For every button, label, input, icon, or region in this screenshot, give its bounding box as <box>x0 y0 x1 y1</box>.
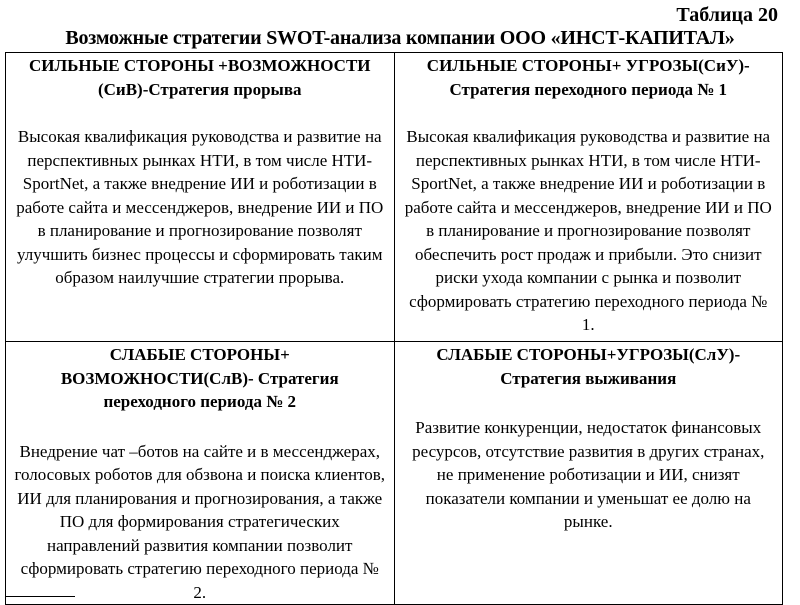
swot-cell-strengths-threats <box>394 53 783 342</box>
cell-title: СИЛЬНЫЕ СТОРОНЫ+ УГРОЗЫ(СиУ)- Стратегия переходного периода № 1 <box>426 56 750 99</box>
table-row <box>6 53 783 342</box>
cell-body: Развитие конкуренции, недостаток финансовых ресурсов, отсутствие развития в других странах, не применение роботизации и ИИ, снизят показатели компании и уменьшат ее долю на рынке. <box>412 418 765 531</box>
cell-body: Высокая квалификация руководства и развитие на перспективных рынках НТИ, в том числе НТИ- SportNet, а также внедрение ИИ и роботизации в работе сайта и мессенджеров, внедрение ИИ и ПО в планирование и прогнозирование позволят улучшить бизнес процессы и сформировать таким образом наилучшие стратегии прорыва. <box>16 127 384 287</box>
cell-title: СЛАБЫЕ СТОРОНЫ+ ВОЗМОЖНОСТИ(СлВ)- Стратегия переходного периода № 2 <box>60 345 339 411</box>
footnote-divider <box>5 596 75 597</box>
cell-title: СИЛЬНЫЕ СТОРОНЫ +ВОЗМОЖНОСТИ (СиВ)-Стратегия прорыва <box>28 56 371 99</box>
cell-body: Высокая квалификация руководства и развитие на перспективных рынках НТИ, в том числе НТИ- SportNet, а также внедрение ИИ и роботизации в работе сайта и мессенджеров, внедрение ИИ и ПО в планирование и прогнозирование позволят обеспечить рост продаж и прибыли. Это снизит риски ухода компании с рынка и позволит сформировать стратегию переходного периода № 1. <box>404 127 772 334</box>
swot-cell-weaknesses-opportunities <box>6 342 395 605</box>
swot-table <box>5 52 783 605</box>
cell-body: Внедрение чат –ботов на сайте и в мессенджерах, голосовых роботов для обзвона и поиска клиентов, ИИ для планирования и прогнозирования, а также ПО для формирования стратегических направлений развития компании позволит сформировать стратегию переходного периода № 2. <box>14 441 386 602</box>
cell-title: СЛАБЫЕ СТОРОНЫ+УГРОЗЫ(СлУ)- Стратегия выживания <box>436 345 741 388</box>
swot-cell-strengths-opportunities <box>6 53 395 342</box>
table-caption: Возможные стратегии SWOT-анализа компании ООО «ИНСТ-КАПИТАЛ» <box>65 27 735 49</box>
swot-cell-weaknesses-threats <box>394 342 783 605</box>
table-number: Таблица 20 <box>676 4 778 26</box>
table-row <box>6 342 783 605</box>
